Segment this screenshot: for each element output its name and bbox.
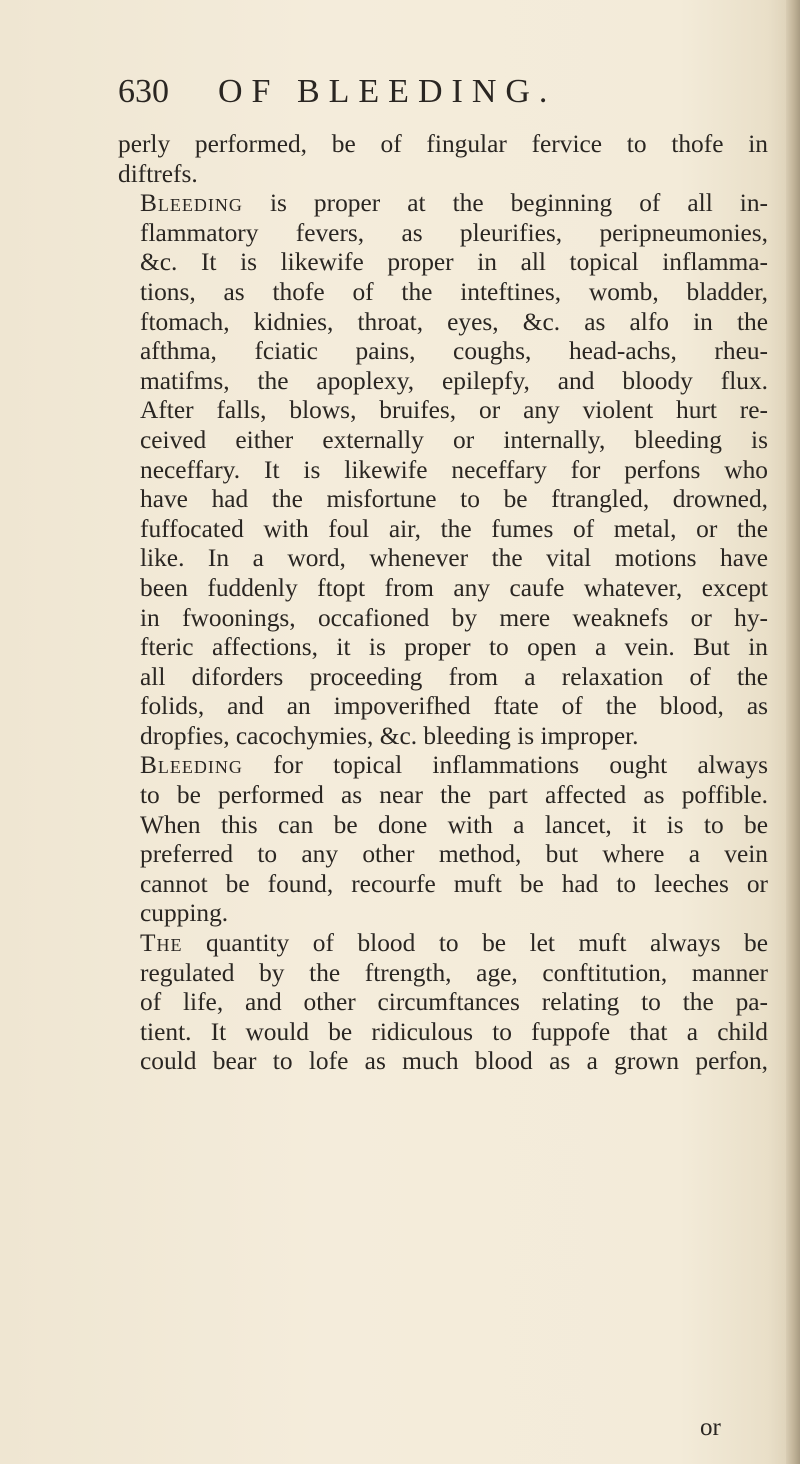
paragraph-2: [118, 189, 768, 751]
text-line: perly performed, be of fingular fervice to thofe in: [118, 130, 768, 158]
text-line: of life, and other circumftances relating to the pa-: [140, 988, 768, 1017]
text-line: [118, 751, 768, 781]
text-line: could bear to lofe as much blood as a grown perfon,: [140, 1047, 768, 1076]
text-line: folids, and an impoverifhed ftate of the blood, as: [140, 692, 768, 721]
text-line: tions, as thofe of the inteftines, womb, bladder,: [140, 277, 768, 306]
text-line: matifms, the apoplexy, epilepfy, and bloody flux.: [140, 366, 768, 395]
paragraph-lead: Bleeding: [140, 751, 243, 780]
text-line: neceffary. It is likewife neceffary for perfons who: [140, 455, 768, 484]
running-title: OF BLEEDING.: [218, 73, 557, 110]
paragraph-3: [118, 751, 768, 929]
paragraph-1: [118, 130, 768, 189]
text-line: [118, 189, 768, 219]
text-line: cupping.: [140, 899, 229, 928]
paragraph-lead: Bleeding: [140, 189, 243, 218]
text-line: preferred to any other method, but where a vein: [140, 840, 768, 869]
catchword: or: [700, 1414, 721, 1441]
text-line: flammatory fevers, as pleurifies, peripneumonies,: [140, 218, 768, 247]
text-line: all diforders proceeding from a relaxation of the: [140, 662, 768, 691]
text-line: tient. It would be ridiculous to fuppofe that a child: [140, 1017, 768, 1046]
body-text: [118, 130, 768, 1077]
text-line: diftrefs.: [118, 159, 198, 188]
text-line: When this can be done with a lancet, it is to be: [140, 810, 768, 839]
text-line: &c. It is likewife proper in all topical inflamma-: [140, 248, 768, 277]
text-line: have had the misfortune to be ftrangled, drowned,: [140, 485, 768, 514]
text-run: quantity of blood to be let muft always be: [182, 929, 768, 958]
text-line: ceived either externally or internally, bleeding is: [140, 425, 768, 454]
text-line: afthma, fciatic pains, coughs, head-achs, rheu-: [140, 337, 768, 366]
text-line: regulated by the ftrength, age, conftitution, manner: [140, 958, 768, 987]
page-edge: [786, 0, 800, 1464]
paragraph-4: [118, 929, 768, 1077]
page-number: 630: [118, 73, 169, 110]
page-header: [118, 72, 678, 112]
text-line: [118, 929, 768, 959]
text-line: fteric affections, it is proper to open a vein. But in: [140, 633, 768, 662]
text-line: been fuddenly ftopt from any caufe whatever, except: [140, 573, 768, 602]
text-line: in fwoonings, occafioned by mere weaknefs or hy-: [140, 603, 768, 632]
paragraph-lead: The: [140, 929, 183, 958]
text-line: cannot be found, recourfe muft be had to leeches or: [140, 869, 768, 898]
text-run: is proper at the beginning of all in-: [242, 189, 768, 218]
text-line: fuffocated with foul air, the fumes of metal, or the: [140, 514, 768, 543]
text-line: After falls, blows, bruifes, or any violent hurt re-: [140, 396, 768, 425]
text-run: for topical inflammations ought always: [242, 751, 768, 780]
text-line: dropfies, cacochymies, &c. bleeding is improper.: [140, 721, 639, 750]
text-line: ftomach, kidnies, throat, eyes, &c. as alfo in the: [140, 307, 768, 336]
text-line: to be performed as near the part affected as poffible.: [140, 781, 768, 810]
text-line: like. In a word, whenever the vital motions have: [140, 544, 768, 573]
